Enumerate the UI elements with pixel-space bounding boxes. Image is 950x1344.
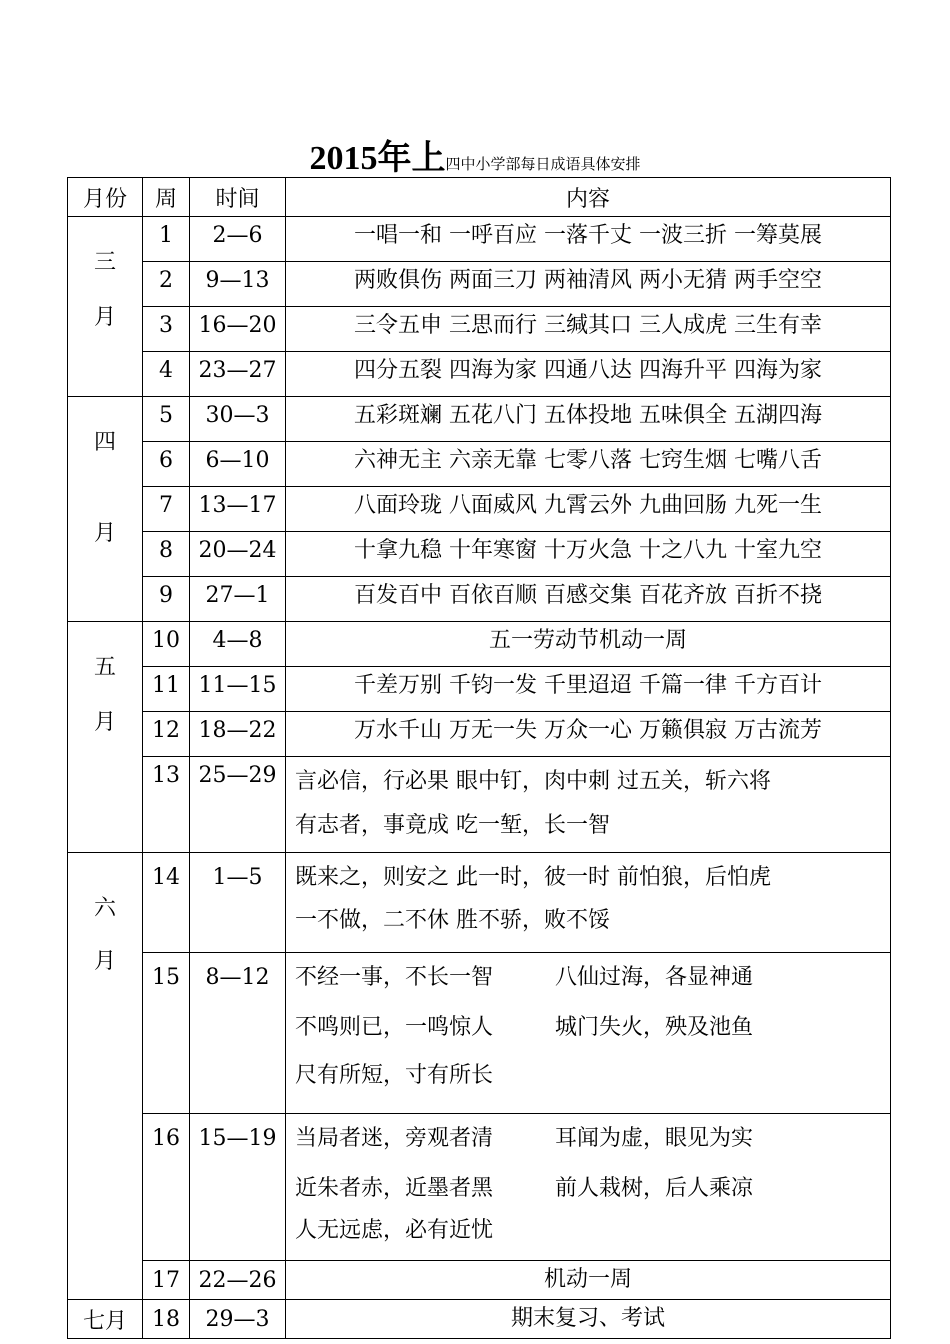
content-cell: 六神无主 六亲无靠 七零八落 七窍生烟 七嘴八舌 <box>286 442 891 487</box>
header-month: 月份 <box>68 178 143 217</box>
header-content: 内容 <box>286 178 891 217</box>
table-row <box>68 487 891 532</box>
page-title <box>0 130 950 179</box>
header-row <box>68 178 891 217</box>
time-cell: 16—20 <box>190 307 286 352</box>
time-cell: 27—1 <box>190 577 286 622</box>
month-april <box>68 397 143 622</box>
week-cell: 10 <box>143 622 190 667</box>
time-cell: 29—3 <box>190 1300 286 1339</box>
content-line: 言必信，行必果 眼中钉，肉中刺 过五关，斩六将 <box>295 769 771 794</box>
header-time: 时间 <box>190 178 286 217</box>
time-cell: 25—29 <box>190 757 286 853</box>
content-line: 一不做，二不休 胜不骄，败不馁 <box>295 908 610 933</box>
time-cell: 4—8 <box>190 622 286 667</box>
content-cell: 两败俱伤 两面三刀 两袖清风 两小无猜 两手空空 <box>286 262 891 307</box>
week-cell: 17 <box>143 1261 190 1300</box>
table-row <box>68 262 891 307</box>
content-cell: 四分五裂 四海为家 四通八达 四海升平 四海为家 <box>286 352 891 397</box>
content-cell: 五一劳动节机动一周 <box>286 622 891 667</box>
content-cell: 八面玲珑 八面威风 九霄云外 九曲回肠 九死一生 <box>286 487 891 532</box>
month-char: 四 <box>93 430 116 455</box>
content-cell: 千差万别 千钧一发 千里迢迢 千篇一律 千方百计 <box>286 667 891 712</box>
table-row <box>68 307 891 352</box>
week-cell: 14 <box>143 853 190 953</box>
content-cell <box>286 1114 891 1261</box>
schedule-table <box>67 177 891 1339</box>
time-cell: 22—26 <box>190 1261 286 1300</box>
week-cell: 4 <box>143 352 190 397</box>
week-cell: 13 <box>143 757 190 853</box>
month-july: 七月 <box>68 1300 143 1339</box>
content-line: 不经一事，不长一智 八仙过海，各显神通 <box>295 965 754 990</box>
time-cell: 6—10 <box>190 442 286 487</box>
week-cell: 2 <box>143 262 190 307</box>
month-june <box>68 853 143 1300</box>
header-week: 周 <box>143 178 190 217</box>
week-cell: 11 <box>143 667 190 712</box>
title-sub: 四中小学部每日成语具体安排 <box>445 155 641 173</box>
content-line: 当局者迷，旁观者清 耳闻为虚，眼见为实 <box>295 1126 754 1151</box>
time-cell: 9—13 <box>190 262 286 307</box>
table-row <box>68 853 891 953</box>
time-cell: 15—19 <box>190 1114 286 1261</box>
table-row <box>68 667 891 712</box>
week-cell: 5 <box>143 397 190 442</box>
content-line: 有志者，事竟成 吃一堑，长一智 <box>295 813 610 838</box>
month-char: 月 <box>93 949 116 974</box>
table-row <box>68 577 891 622</box>
table-row <box>68 757 891 853</box>
week-cell: 18 <box>143 1300 190 1339</box>
table-row <box>68 712 891 757</box>
time-cell: 18—22 <box>190 712 286 757</box>
table-row <box>68 1114 891 1261</box>
content-cell <box>286 853 891 953</box>
week-cell: 16 <box>143 1114 190 1261</box>
time-cell: 20—24 <box>190 532 286 577</box>
table-row <box>68 352 891 397</box>
content-cell: 百发百中 百依百顺 百感交集 百花齐放 百折不挠 <box>286 577 891 622</box>
month-march <box>68 217 143 397</box>
month-char: 月 <box>93 521 116 546</box>
time-cell: 23—27 <box>190 352 286 397</box>
content-line: 既来之，则安之 此一时，彼一时 前怕狼，后怕虎 <box>295 865 771 890</box>
time-cell: 13—17 <box>190 487 286 532</box>
table-row <box>68 1261 891 1300</box>
week-cell: 1 <box>143 217 190 262</box>
table-row <box>68 217 891 262</box>
month-char: 三 <box>93 250 116 275</box>
table-row <box>68 1300 891 1339</box>
content-cell: 十拿九稳 十年寒窗 十万火急 十之八九 十室九空 <box>286 532 891 577</box>
week-cell: 15 <box>143 953 190 1114</box>
week-cell: 6 <box>143 442 190 487</box>
week-cell: 7 <box>143 487 190 532</box>
week-cell: 9 <box>143 577 190 622</box>
content-cell: 五彩斑斓 五花八门 五体投地 五味俱全 五湖四海 <box>286 397 891 442</box>
week-cell: 12 <box>143 712 190 757</box>
table-row <box>68 442 891 487</box>
content-cell: 一唱一和 一呼百应 一落千丈 一波三折 一筹莫展 <box>286 217 891 262</box>
content-cell <box>286 757 891 853</box>
table-row <box>68 953 891 1114</box>
week-cell: 3 <box>143 307 190 352</box>
time-cell: 2—6 <box>190 217 286 262</box>
month-char: 六 <box>93 896 116 921</box>
time-cell: 30—3 <box>190 397 286 442</box>
week-cell: 8 <box>143 532 190 577</box>
content-cell: 三令五申 三思而行 三缄其口 三人成虎 三生有幸 <box>286 307 891 352</box>
month-char: 月 <box>93 305 116 330</box>
time-cell: 11—15 <box>190 667 286 712</box>
table-row <box>68 532 891 577</box>
time-cell: 1—5 <box>190 853 286 953</box>
title-main: 2015年上 <box>309 140 446 177</box>
content-cell: 万水千山 万无一失 万众一心 万籁俱寂 万古流芳 <box>286 712 891 757</box>
table-row <box>68 397 891 442</box>
content-cell: 期末复习、考试 <box>286 1300 891 1339</box>
content-cell <box>286 953 891 1114</box>
content-line: 人无远虑，必有近忧 <box>295 1218 494 1243</box>
content-cell: 机动一周 <box>286 1261 891 1300</box>
table-row <box>68 622 891 667</box>
month-char: 五 <box>93 655 116 680</box>
month-may <box>68 622 143 853</box>
content-line: 不鸣则已，一鸣惊人 城门失火，殃及池鱼 <box>295 1015 754 1040</box>
content-line: 尺有所短，寸有所长 <box>295 1063 494 1088</box>
month-char: 月 <box>93 710 116 735</box>
content-line: 近朱者赤，近墨者黑 前人栽树，后人乘凉 <box>295 1176 754 1201</box>
time-cell: 8—12 <box>190 953 286 1114</box>
